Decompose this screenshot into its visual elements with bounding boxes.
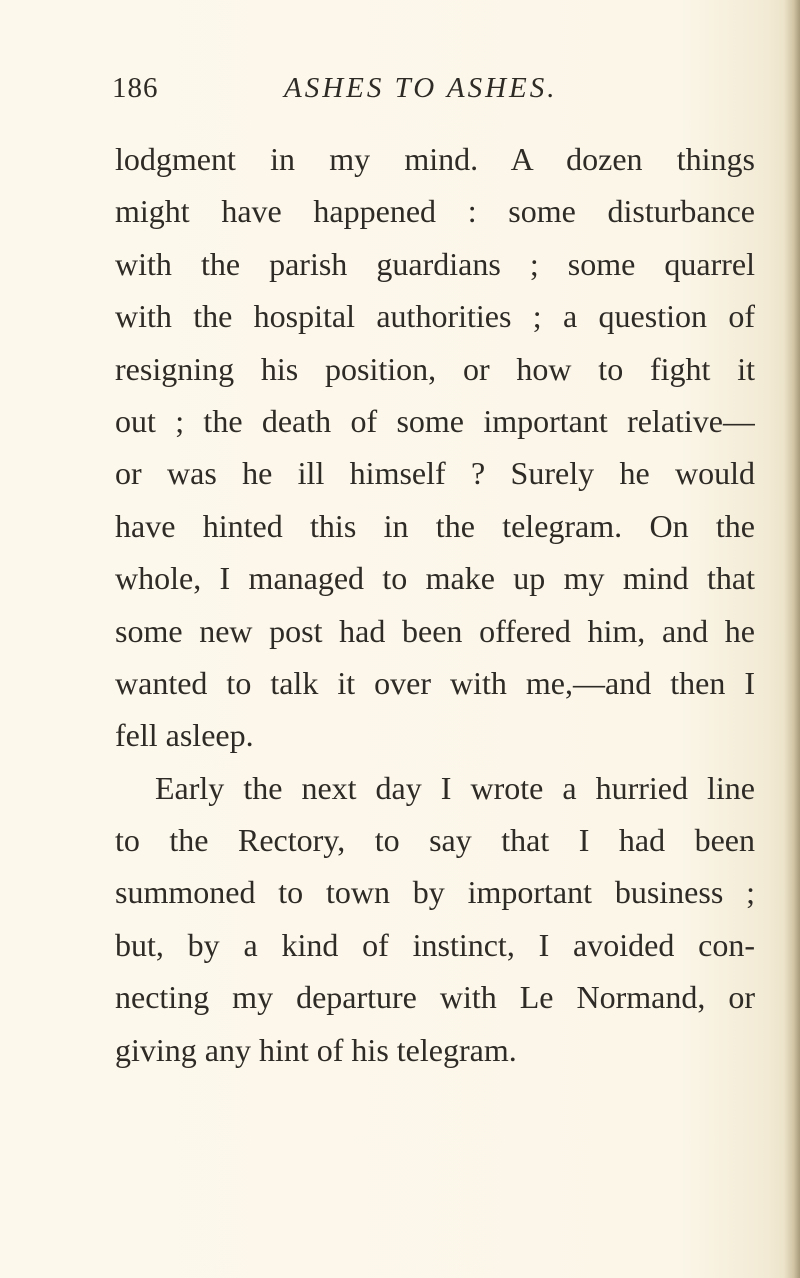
text-line: but, by a kind of instinct, I avoided con-: [115, 926, 755, 963]
paragraph-start-line: Early the next day I wrote a hurried line: [155, 769, 755, 806]
paragraph-end-line: fell asleep.: [115, 717, 254, 754]
text-line: have hinted this in the telegram. On the: [115, 507, 755, 544]
text-line: with the hospital authorities ; a question of: [115, 298, 755, 335]
page-edge-shadow: [784, 0, 800, 1278]
running-head: [0, 66, 800, 116]
text-line: out ; the death of some important relative—: [115, 402, 755, 439]
text-line: summoned to town by important business ;: [115, 874, 755, 911]
text-line: some new post had been offered him, and he: [115, 612, 755, 649]
text-line: necting my departure with Le Normand, or: [115, 979, 755, 1016]
text-line: to the Rectory, to say that I had been: [115, 822, 755, 859]
text-line: resigning his position, or how to fight it: [115, 350, 755, 387]
text-line: lodgment in my mind. A dozen things: [115, 141, 755, 177]
body-text: [115, 133, 755, 1076]
text-line: might have happened : some disturbance: [115, 193, 755, 230]
running-title: ASHES TO ASHES.: [284, 72, 558, 104]
text-line: or was he ill himself ? Surely he would: [115, 455, 755, 492]
page-number: 186: [112, 72, 159, 104]
text-line: wanted to talk it over with me,—and then I: [115, 664, 755, 701]
text-line: whole, I managed to make up my mind that: [115, 560, 755, 597]
paragraph-end-line: giving any hint of his telegram.: [115, 1031, 517, 1068]
text-line: with the parish guardians ; some quarrel: [115, 245, 755, 282]
